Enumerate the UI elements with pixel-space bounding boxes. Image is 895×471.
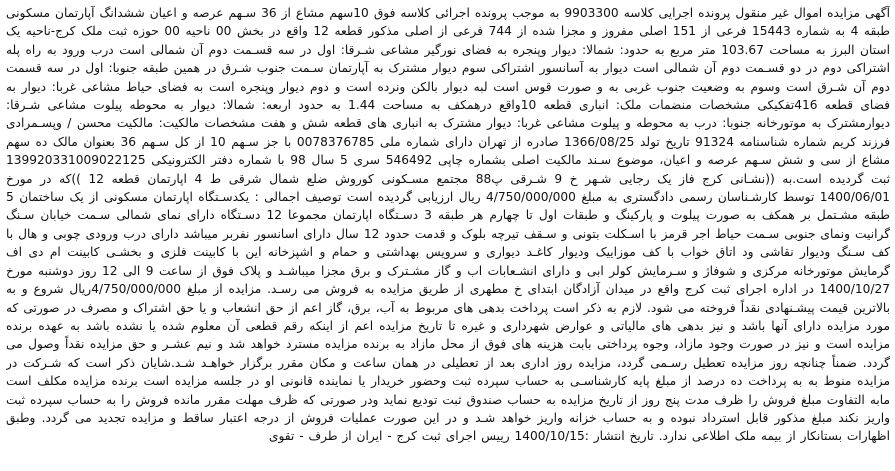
notice-text: آگهی مزایده اموال غیر منقول پرونده اجرایی کلاسه 9903300 به موجب پرونده اجرائی کلاسه فوق 10سهم مشاع از 36 سـهم عرصه و اعیان ششدانگ آپارتمان مسکونی طبقه 4 به شماره 15443 فرعی از 151 اصلی مفروز و مجزا شده از 744 فرعی از اصلی مذکور قطعه 12 واقع در بخش 00 ناحیه 00 حوزه ثبت ملک کرج-ناحیه یک استان البرز به مساحت 103.67 متر مربع به حدود: شمالا: دیوار وپنجره به فضای نورگیر مشاعی شـرقا: اول در سه قسـمت دوم آن شمالی است درب ورود به راه پله اشتراکی دوم در دو قسـمت دوم آن شمالی است دیوار به آسانسور اشتراکی سوم دیوار مشترک به آپارتمان سـمت جنوب شـرق در همین طبقه جنوبا: اول در سه قسمت دوم آن شـرق است وسوم به وضعیت جنوب غربی به و صورت قوس است لبه دیوار بالکن ونرده است و دوم دیوار وپنجره است به فضای حیاط مشاعی غربا: دیوار به فضای قطعه 416تفکیکی مشخصات منضمات ملک: انباری قطعه 10واقع درهمکف به مساحت 1.44 به حدود اربعه: شمالا: دیوار به محوطه پیلوت مشاعی شـرقا: دیوارمشترک به موتورخانه جنوبا: درب به محوطه و پیلوت مشاعی غربا: دیوار مشترک به انباری های قطعه شش و هفت مشخصات مالکیت: مالکیت محسن / وپسـمرادی فرزند کریم شماره شناسنامه 91324 تاریخ تولد 1366/08/25 صادره از تهران دارای شماره ملی 0078376785 با جز سـهم 10 از کل سـهم 36 بعنوان مالک ده سهم مشاع از سی و شش سـهم عرصه و اعیان، موضوع سـند مالکیت اصلی بشماره چاپی 546492 سری 5 سال 98 با شماره دفتر الکترونیکی 139920331009022125 ثبت گردیده است.به ((نشـانی کرج فاز یک رجایی شـهر خ 9 شـرقی پ88 مجتمع مسـکونی کوروش ضلع شمال شرقی ط 4 اپارتمان قطعه 12 ))که در مورخ 1400/06/01 توسط کارشـناسان رسمی دادگستری به مبلغ 4/750/000/000 ریال ارزیابی گردیده است توصیف اجمالی : یکدسـتگاه اپارتمان مسکونی از یک ساختمان 5 طبقه مشـتمل بر همکف به صورت پیلوت و پارکینگ و طبقات اول تا چهارم هر طبقه 3 دسـتگاه اپارتمان مجموعا 12 دسـتگاه دارای نمای شمالی سـمت خیابان سـنگ گرانیت ونمای جنوبی سـمت حیاط اجر قرمز با اسـکلت بتونی و سـقف تیرچه بلوک و قدمت حدود 12 سال دارای اسانسور نفربر میباشد دارای درب ورودی چوبی و هال با کف سـنگ ودیوار نقاشی ود اتاق خواب با کف موزاییک ودیوار کاغـد دیواری و سرویس بهداشتی و حمام و اشپزخانه این با کابینت فلزی و بخشـی کابینت ام دی اف گرمایش موتورخانه مرکزی و شوفاژ و سـرمایش کولر ابی و دارای انشـعابات اب و گاز مشـترک و برق مجزا میباشـد و پلاک فوق از ساعت 9 الی 12 روز دوشنبه مورخ 1400/10/27 در اداره اجرای ثبت کرج واقع در میدان آزادگان ابتدای خ مطهری از طریق مزایده به فروش می رسـد. مزایده از مبلغ 4/750/000/000ریال شروع و به بالاترین قیمت پیشـنهادی نقداً فروخته می شود. لازم به ذکر است پرداخت بدهی های مربوط به آب، برق، گاز اعم از حق انشعاب و یا حق اشتراک و مصرف در صورتی که مورد مزایده دارای آنها باشد و نیز بدهی های مالیاتی و عوارض شهرداری و غیره تا تاریخ مزایده اعم از اینکه رقم قطعی آن معلوم شده یا نشده باشد به عهده برنده مزایده است و نیز در صورت وجود مازاد، وجوه پرداختی بابت هزینه های فوق از محل مازاد به برنده مزایده مسترد خواهد شد و نیم عشـر و حق مزایده نقداً وصول می گردد. ضمناً چنانچه روز مزایده تعطیل رسـمی گردد، مزایده روز اداری بعد از تعطیلی در همان ساعت و مکان مقرر برگزار خواهـد شـد.شایان ذکر است که شـرکت در مزایده منوط به به پرداخت ده درصد از مبلغ پایه کارشناسـی به حساب سپرده ثبت وحضور خریدار یا نماینده قانونی او در جلسه مزایده است برنده مزایده مکلف است مابه التفاوت مبلغ فروش را ظرف مدت پنج روز از تاریخ مزایده به حساب صندوق ثبت تودیع نماید ودر صورتی که ظرف مهلت مقرر مانده فروش را به حساب سپرده ثبت واریز نکند مبلغ مذکور قابل استرداد نبوده و به حساب خزانه واریز خواهد شـد و در این صورت عملیات فروش از درجه اعتبار ساقط و مزایده تجدید می گردد. وطبق اظهارات بستانکار از بیمه ملک اطلاعی ندارد. تاریخ انتشار :1400/10/15 رییس اجرای ثبت کرج - ایران از طرف - تقوی bbox=[6, 6, 890, 444]
auction-notice bbox=[6, 4, 890, 467]
